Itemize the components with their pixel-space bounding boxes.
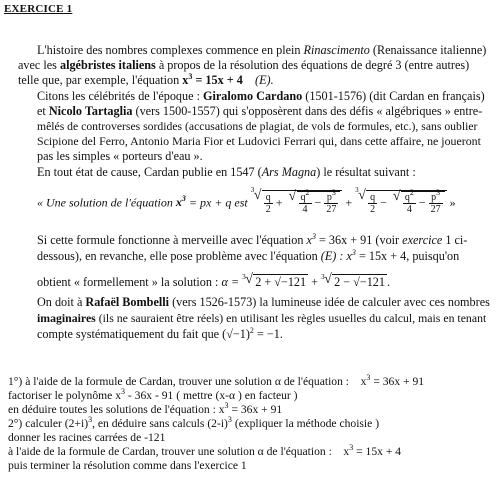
para4-line1: Si cette formule fonctionne à merveille avec l'équation $x^3 = 36x + 91$ (voir exercice 1 ci- xyxy=(37,232,468,247)
question-1: 1°) à l'aide de la formule de Cardan, trouver une solution α de l'équation : $x^3 = 36x + 91$ xyxy=(8,373,425,388)
question-1c: en déduire toutes les solutions de l'équation : $x^3 = 36x + 91$ xyxy=(8,401,283,416)
para1-line1: L'histoire des nombres complexes commence en plein Rinascimento (Renaissance italienne) xyxy=(37,43,487,57)
cardan-radical-2: 3 √ $\frac{q}{2}$ − √ $\frac{q^2}{4}$ − $\frac{p^3}{27}$ xyxy=(355,190,447,215)
question-3: à l'aide de la formule de Cardan, trouver une solution α de l'équation : $x^3 = 15x + 4$ xyxy=(8,443,402,458)
para2-line1: Citons les célébrités de l'époque : Giralomo Cardano (1501-1576) (dit Cardan en français) xyxy=(37,89,485,103)
para2-line5: pas les simples « porteurs d'eau ». xyxy=(37,149,203,163)
question-1b: factoriser le polynôme $x^3 - 36x - 91$ ( mettre (x-α ) en facteur ) xyxy=(8,387,298,402)
cardan-formula: « Une solution de l'équation $x^3$ = px + q est 3 √ $\frac{q}{2}$ + √ $\frac{q^2}{4}$ − $\frac{p^3}{27}$ + 3 √ $\frac{q}{2}$ − √ $\frac{q^2}{4}$ − $\frac{p^3}{27}$ » xyxy=(37,186,456,215)
question-3b: puis terminer la résolution comme dans l'exercice 1 xyxy=(8,459,247,472)
para5-line3: compte systématiquement du fait que $(√-1)^2 = -1$. xyxy=(37,326,283,341)
cardan-radical-1: 3 √ $\frac{q}{2}$ + √ $\frac{q^2}{4}$ − $\frac{p^3}{27}$ xyxy=(251,190,343,215)
para5-line1: On doit à Rafaël Bombelli (vers 1526-1573) la lumineuse idée de calculer avec ces nombres xyxy=(37,295,490,309)
question-2: 2°) calculer $(2+i)^3$, en déduire sans calculs $(2-i)^3$ (expliquer la méthode choisie ) xyxy=(8,415,380,430)
para1-line2: avec les algébristes italiens à propos de la résolution des équations de degré 3 (entre autres) xyxy=(18,58,470,72)
para4-line3: obtient « formellement » la solution : α = 3 √ 2 + √−121 + 3 √ 2 − √−121 . xyxy=(37,272,391,289)
para3-line1: En tout état de cause, Cardan publie en 1547 (Ars Magna) le résultat suivant : xyxy=(37,165,416,179)
para4-line2: dessous), en revanche, elle pose problème avec l'équation (E) : $x^3 = 15x + 4$, puisqu'on xyxy=(37,248,460,263)
para1-line3: telle que, par exemple, l'équation $x^3 = 15x + 4$ (E). xyxy=(18,72,274,87)
question-2b: donner les racines carrées de -121 xyxy=(8,431,166,444)
para2-line4: Scipione del Ferro, Antonio Maria Fior et Ludovici Ferrari qui, dans cette affaire, ne joueront xyxy=(37,134,481,148)
para5-line2: imaginaires (ils ne sauraient être réels) en utilisant les règles usuelles du calcul, mais en tenant xyxy=(37,311,487,325)
para2-line3: mêlés de controverses sordides (accusations de plagiat, de vols de formules, etc.), sans oublier xyxy=(37,120,478,133)
exercise-title: EXERCICE 1 xyxy=(4,3,73,15)
para2-line2: et Nicolo Tartaglia (vers 1500-1557) qui s'opposèrent dans des défis « algébriques » entre- xyxy=(37,104,483,118)
